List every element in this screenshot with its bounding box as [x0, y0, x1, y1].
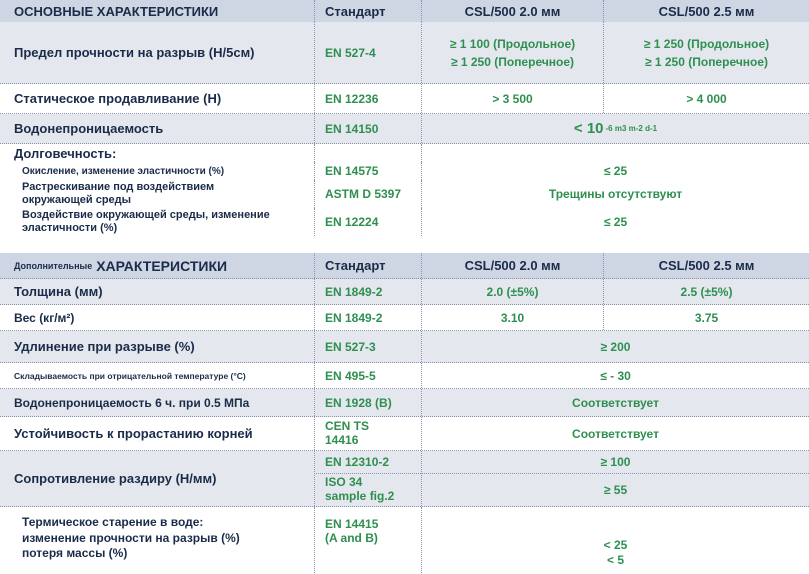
extra-title-big: ХАРАКТЕРИСТИКИ [96, 257, 228, 274]
row-name: Водонепроницаемость [14, 121, 164, 136]
table-row [0, 279, 809, 305]
name-line: окружающей среды [22, 194, 132, 206]
table-row [0, 417, 809, 451]
row-value-a: > 3 500 [421, 84, 603, 113]
row-name: Удлинение при разрыве (%) [14, 339, 195, 354]
row-name: Вес (кг/м²) [14, 310, 75, 325]
row-name: Статическое продавливание (Н) [14, 91, 222, 106]
row-value-merged [421, 114, 809, 143]
row-value-b: 3.75 [603, 305, 809, 330]
standard-line: CEN TS [325, 418, 370, 433]
row-value-a [421, 22, 603, 83]
extra-col-b-header: CSL/500 2.5 мм [603, 253, 809, 278]
row-name: Окисление, изменение эластичности (%) [22, 165, 225, 177]
value-line: ≥ 1 250 (Продольное) [643, 36, 770, 51]
row-standard: EN 495-5 [314, 363, 421, 388]
table-row [0, 22, 809, 84]
row-standard: EN 1849-2 [314, 279, 421, 304]
row-name: Водонепроницаемость 6 ч. при 0.5 МПа [14, 395, 250, 410]
table-row [0, 162, 809, 180]
row-standard: EN 12236 [314, 84, 421, 113]
row-value-a: 3.10 [421, 305, 603, 330]
table-row [0, 507, 809, 573]
value-line: ≥ 1 250 (Поперечное) [644, 54, 769, 69]
row-value-merged: ≤ - 30 [421, 363, 809, 388]
row-value-merged: ≤ 25 [421, 162, 809, 180]
row-standard: EN 527-3 [314, 331, 421, 362]
standard-line: 14416 [325, 432, 359, 447]
row-value-b: 2.5 (±5%) [603, 279, 809, 304]
row-name [0, 507, 314, 573]
table-row [0, 84, 809, 114]
main-header-row [0, 0, 809, 22]
standard-line: sample fig.2 [325, 489, 395, 503]
value-line: < 5 [606, 553, 624, 568]
row-value-merged: ≥ 200 [421, 331, 809, 362]
standard-line: ISO 34 [325, 475, 363, 490]
row-standard: EN 1928 (B) [314, 389, 421, 416]
row-name: Сопротивление раздиру (Н/мм) [14, 471, 217, 486]
row-value-b: > 4 000 [603, 84, 809, 113]
row-name: Предел прочности на разрыв (Н/5см) [14, 45, 255, 60]
value-units: -6 m3 m-2 d-1 [605, 124, 658, 133]
row-value-merged: ≥ 100 [421, 451, 809, 472]
row-standard: EN 1849-2 [314, 305, 421, 330]
spacer-cell [421, 144, 809, 162]
row-name: Складываемость при отрицательной температуре (°C) [14, 370, 246, 381]
table-row [0, 114, 809, 144]
value-line: < 25 [603, 537, 628, 552]
extra-header-row [0, 253, 809, 279]
row-value-merged: Трещины отсутствуют [421, 180, 809, 208]
row-value-merged: Соответствует [421, 417, 809, 450]
main-standard-header: Стандарт [314, 0, 421, 22]
row-name: Устойчивость к прорастанию корней [14, 426, 253, 441]
row-standard-2 [314, 473, 421, 506]
row-standard: EN 12224 [314, 208, 421, 236]
row-standard: EN 12310-2 [314, 451, 421, 472]
extra-title-small: Дополнительные [14, 260, 93, 271]
row-value-b [603, 22, 809, 83]
name-line: Растрескивание под воздействием [22, 181, 215, 194]
row-value-merged: Соответствует [421, 389, 809, 416]
name-line: изменение прочности на разрыв (%) [22, 530, 240, 545]
table-row [0, 180, 809, 208]
row-value-merged-2: ≥ 55 [421, 473, 809, 506]
row-standard [314, 507, 421, 573]
table-row [0, 305, 809, 331]
spacer-cell [314, 144, 421, 162]
value-prefix: < 10 [573, 120, 604, 137]
row-name [0, 208, 314, 236]
table-row [0, 331, 809, 363]
table-row [0, 363, 809, 389]
value-line: ≥ 1 100 (Продольное) [449, 36, 576, 51]
durability-title-row [0, 144, 809, 162]
row-standard: EN 14150 [314, 114, 421, 143]
row-value-a: 2.0 (±5%) [421, 279, 603, 304]
row-standard: EN 527-4 [314, 22, 421, 83]
table-row [0, 451, 809, 507]
name-line: потеря массы (%) [22, 546, 128, 561]
durability-title: Долговечность: [14, 145, 117, 161]
main-col-a-header: CSL/500 2.0 мм [421, 0, 603, 22]
extra-table-title [0, 253, 314, 278]
table-row [0, 389, 809, 417]
name-line: Термическое старение в воде: [22, 515, 204, 529]
extra-col-a-header: CSL/500 2.0 мм [421, 253, 603, 278]
row-standard: EN 14575 [314, 162, 421, 180]
value-line: ≥ 1 250 (Поперечное) [450, 54, 575, 69]
name-line: эластичности (%) [22, 222, 118, 234]
row-standard [314, 417, 421, 450]
standard-line: EN 14415 [325, 517, 379, 531]
row-name [0, 180, 314, 208]
row-value-merged: ≤ 25 [421, 208, 809, 236]
standard-line: (A and B) [325, 531, 378, 546]
table-row [0, 208, 809, 236]
main-col-b-header: CSL/500 2.5 мм [603, 0, 809, 22]
main-table-title: ОСНОВНЫЕ ХАРАКТЕРИСТИКИ [14, 3, 219, 19]
row-standard: ASTM D 5397 [314, 180, 421, 208]
row-value-merged [421, 507, 809, 573]
extra-standard-header: Стандарт [314, 253, 421, 278]
row-name: Толщина (мм) [14, 284, 103, 299]
name-line: Воздействие окружающей среды, изменение [22, 209, 270, 222]
